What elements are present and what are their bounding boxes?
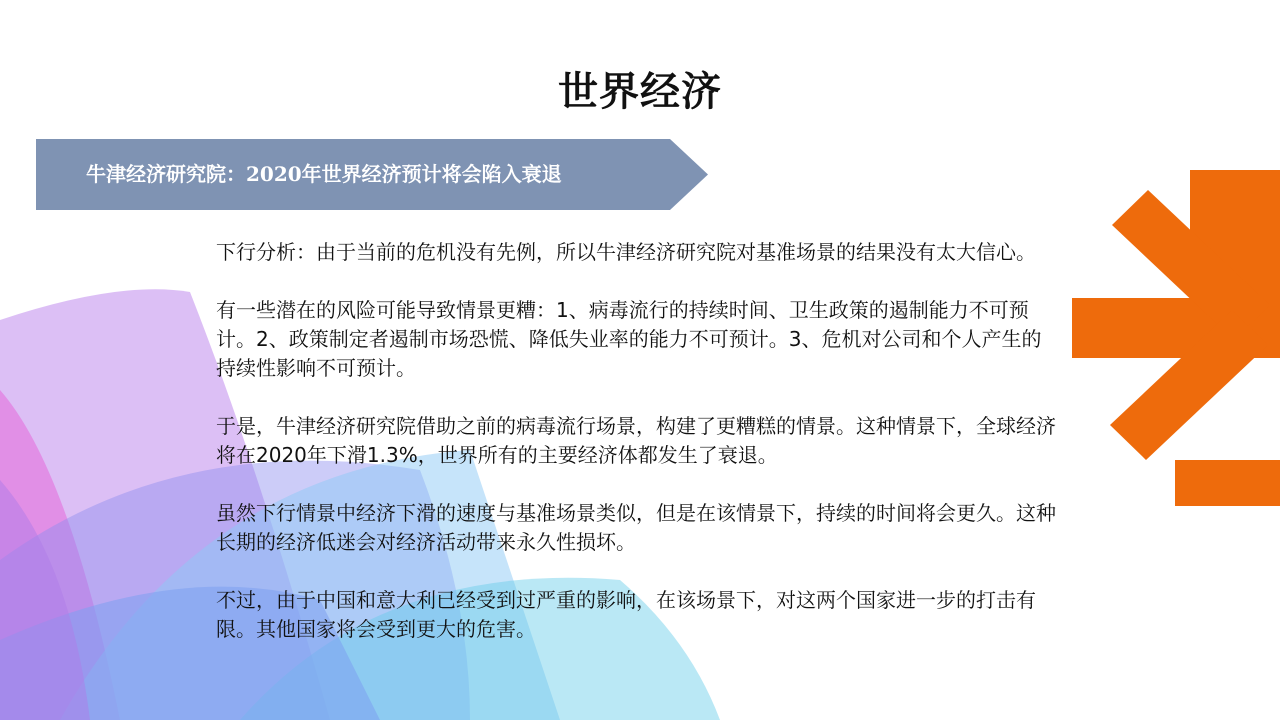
slide-title: 世界经济 xyxy=(558,69,722,115)
subtitle-banner xyxy=(36,139,708,210)
paragraph: 于是，牛津经济研究院借助之前的病毒流行场景，构建了更糟糕的情景。这种情景下，全球经济将在2020年下滑1.3%，世界所有的主要经济体都发生了衰退。 xyxy=(216,414,1056,467)
orange-asterisk-icon xyxy=(1072,170,1280,506)
paragraph: 不过，由于中国和意大利已经受到过严重的影响，在该场景下，对这两个国家进一步的打击有限。其他国家将会受到更大的危害。 xyxy=(216,588,1036,641)
subtitle-text: 牛津经济研究院：2020年世界经济预计将会陷入衰退 xyxy=(86,162,562,186)
paragraph: 有一些潜在的风险可能导致情景更糟：1、病毒流行的持续时间、卫生政策的遏制能力不可预计。2、政策制定者遏制市场恐慌、降低失业率的能力不可预计。3、危机对公司和个人产生的持续性影响不可预计。 xyxy=(216,298,1042,380)
paragraph: 虽然下行情景中经济下滑的速度与基准场景类似，但是在该情景下，持续的时间将会更久。这种长期的经济低迷会对经济活动带来永久性损坏。 xyxy=(216,501,1056,554)
paragraph: 下行分析：由于当前的危机没有先例，所以牛津经济研究院对基准场景的结果没有太大信心。 xyxy=(216,240,1036,264)
body-text xyxy=(216,238,1060,673)
